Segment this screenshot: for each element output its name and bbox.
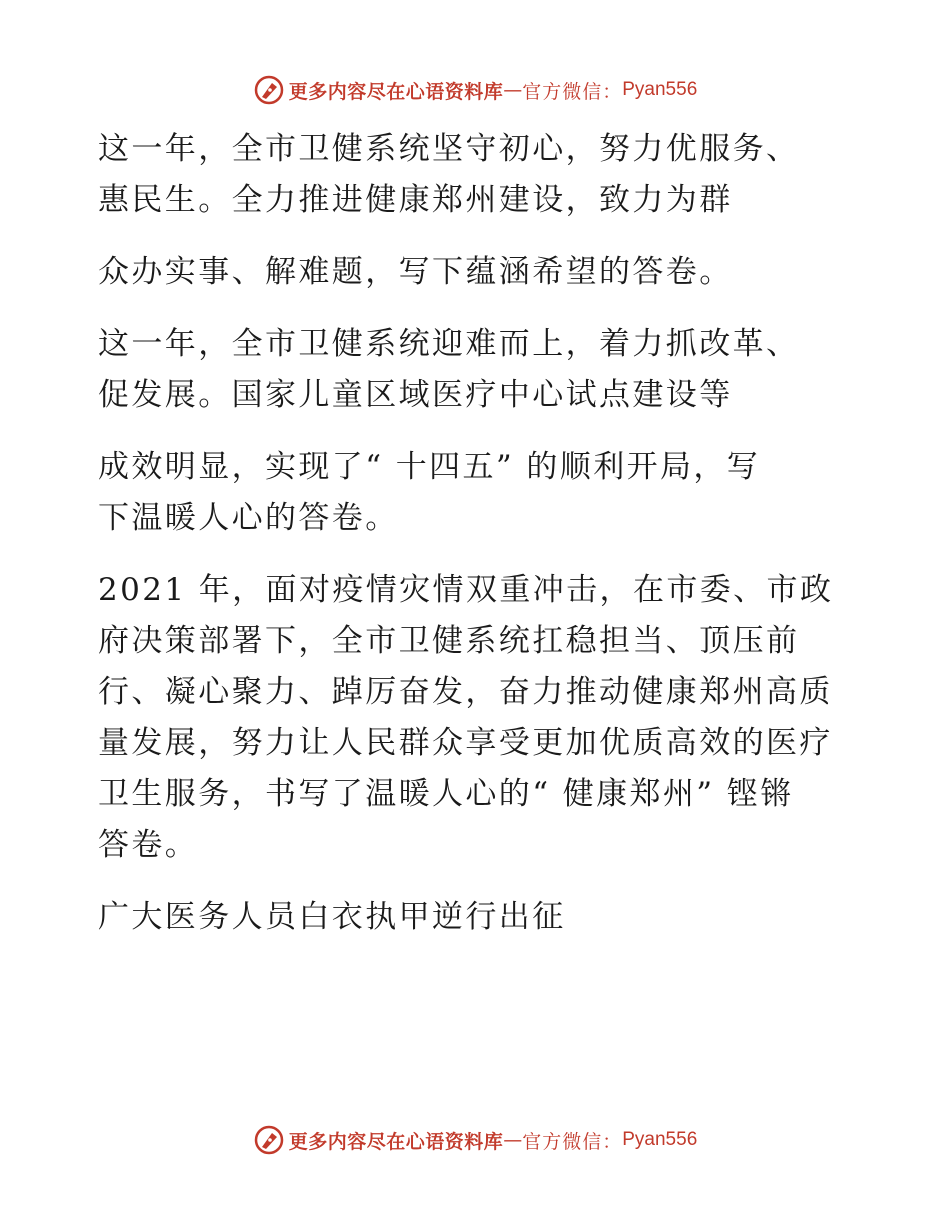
paragraph-line: 答卷。 xyxy=(98,827,199,863)
pen-nib-logo-icon xyxy=(253,74,285,106)
banner-wechat-label: 官方微信： xyxy=(522,80,623,103)
banner-brand-text: 更多内容尽在心语资料库 xyxy=(288,1130,504,1153)
paragraph xyxy=(98,247,858,298)
paragraph-line: 众办实事、解难题，写下蕴涵希望的答卷。 xyxy=(98,254,733,290)
paragraph-line: 促发展。国家儿童区域医疗中心试点建设等 xyxy=(98,377,733,413)
paragraph-line: 广大医务人员白衣执甲逆行出征 xyxy=(98,899,566,935)
paragraph xyxy=(98,124,858,226)
paragraph-line: 这一年，全市卫健系统迎难而上，着力抓改革、 xyxy=(98,326,800,362)
paragraph-line: 这一年，全市卫健系统坚守初心，努力优服务、 xyxy=(98,131,800,167)
banner-wechat-id: Pyan556 xyxy=(622,1129,698,1150)
paragraph-line: 量发展，努力让人民群众享受更加优质高效的医疗 xyxy=(98,725,833,761)
document-body xyxy=(98,124,858,964)
banner-separator: — xyxy=(503,79,523,101)
paragraph-line: 2021 年，面对疫情灾情双重冲击，在市委、市政 xyxy=(98,572,834,608)
banner-wechat-label: 官方微信： xyxy=(522,1130,623,1153)
banner-wechat-id: Pyan556 xyxy=(622,79,698,100)
paragraph xyxy=(98,319,858,421)
banner-brand-text: 更多内容尽在心语资料库 xyxy=(288,80,504,103)
header-banner xyxy=(0,70,950,110)
paragraph xyxy=(98,892,858,943)
paragraph-line: 卫生服务，书写了温暖人心的“ 健康郑州” 铿锵 xyxy=(98,776,794,812)
paragraph-line: 行、凝心聚力、踔厉奋发，奋力推动健康郑州高质 xyxy=(98,674,833,710)
paragraph-line: 下温暖人心的答卷。 xyxy=(98,500,399,536)
paragraph xyxy=(98,442,858,544)
paragraph-line: 府决策部署下，全市卫健系统扛稳担当、顶压前 xyxy=(98,623,800,659)
paragraph-line: 惠民生。全力推进健康郑州建设，致力为群 xyxy=(98,182,733,218)
pen-nib-logo-icon xyxy=(253,1124,285,1156)
banner-separator: — xyxy=(503,1129,523,1151)
footer-banner xyxy=(0,1120,950,1160)
paragraph-line: 成效明显，实现了“ 十四五” 的顺利开局，写 xyxy=(98,449,761,485)
paragraph xyxy=(98,565,858,871)
